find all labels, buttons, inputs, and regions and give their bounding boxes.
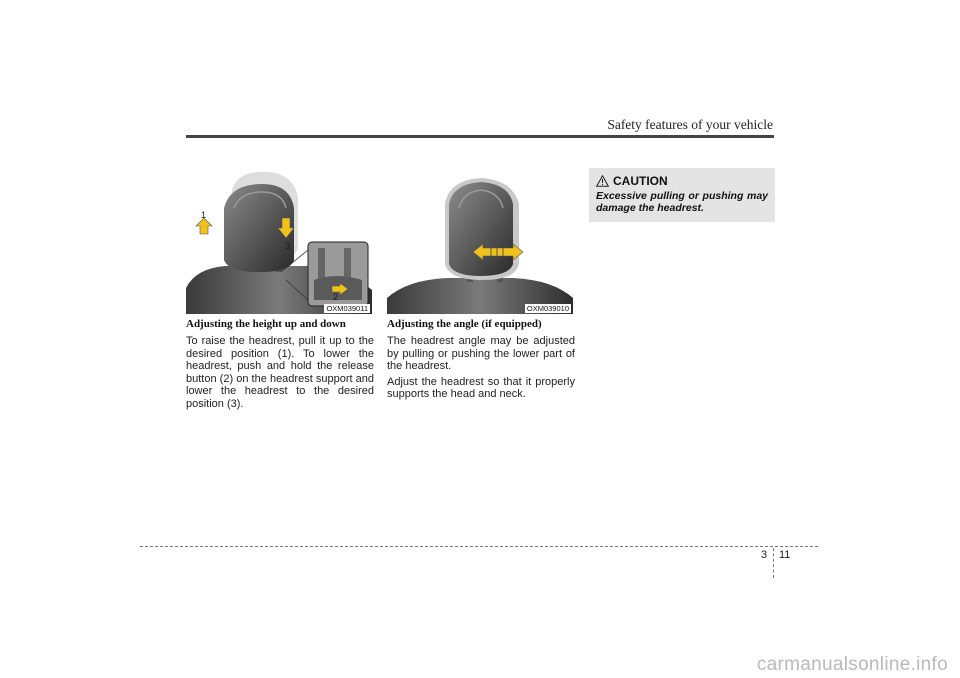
caution-text: Excessive pulling or pushing may damage the headrest. — [596, 190, 768, 214]
angle-adjustment-section — [387, 318, 575, 404]
headrest-height-drawing — [186, 168, 372, 314]
header-rule — [186, 135, 774, 138]
section-heading: Adjusting the angle (if equipped) — [387, 318, 542, 330]
caution-title: CAUTION — [613, 174, 668, 188]
callout-3: 3 — [285, 241, 291, 251]
headrest-angle-drawing — [387, 168, 573, 314]
caution-header — [596, 174, 668, 188]
section-header-title: Safety features of your vehicle — [607, 117, 773, 132]
caution-box — [589, 168, 775, 222]
warning-triangle-icon — [596, 175, 609, 187]
height-adjustment-section — [186, 318, 374, 413]
figure-code: OXM039010 — [526, 304, 569, 313]
footer-rule — [140, 546, 818, 547]
headrest-height-illustration — [186, 168, 372, 314]
watermark: carmanualsonline.info — [756, 654, 948, 675]
chapter-number: 3 — [761, 549, 768, 561]
callout-2: 2 — [333, 292, 339, 302]
section-paragraph: Adjust the headrest so that it properly supports the head and neck. — [387, 375, 575, 400]
headrest-angle-illustration — [387, 168, 573, 314]
page-number-divider — [773, 548, 774, 578]
figure-code: OXM039011 — [326, 304, 368, 313]
page-number: 11 — [779, 549, 791, 561]
section-paragraph: The headrest angle may be adjusted by pulling or pushing the lower part of the headrest. — [387, 335, 575, 372]
section-body: To raise the headrest, pull it up to the desired position (1). To lower the headrest, push and hold the release button (2) on the headrest support and lower the headrest to the desired position (3). — [186, 335, 374, 410]
section-heading: Adjusting the height up and down — [186, 318, 346, 330]
callout-1: 1 — [201, 210, 207, 220]
